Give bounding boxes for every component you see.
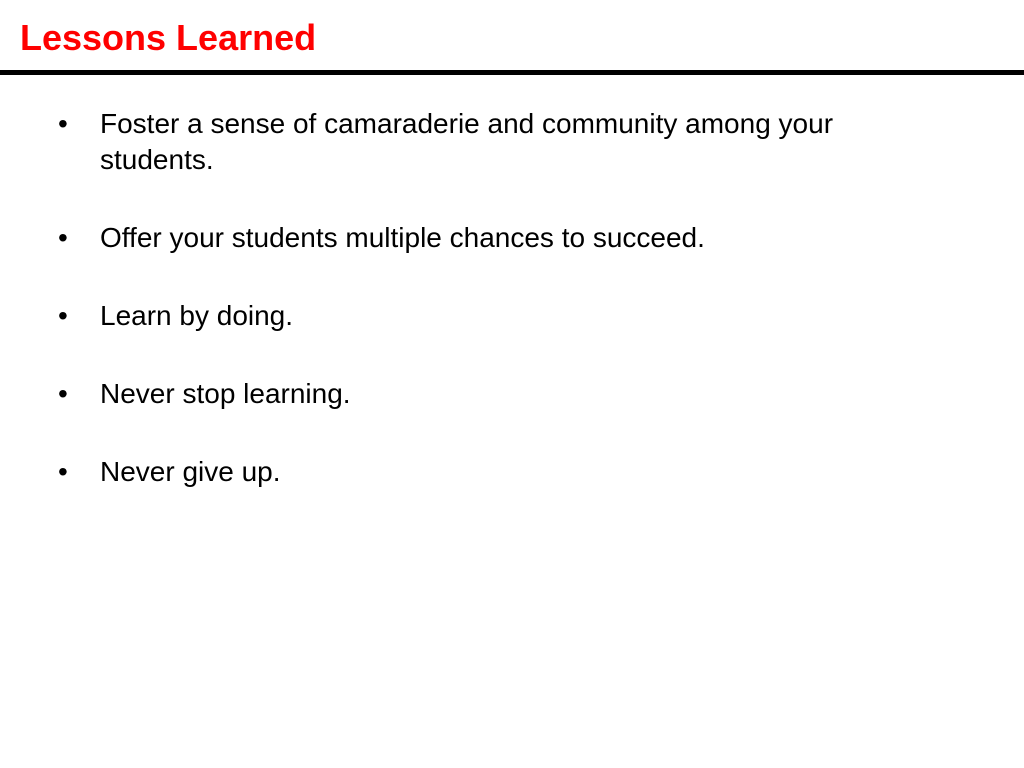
bullet-item: [0, 220, 1024, 256]
bullet-dot-icon: •: [58, 300, 68, 331]
bullet-item: [0, 298, 1024, 334]
bullet-text: Learn by doing.: [100, 300, 294, 331]
title-divider: [0, 70, 1024, 75]
bullet-item: [0, 454, 1024, 490]
bullet-text: Never stop learning.: [100, 378, 351, 409]
bullet-item: [0, 376, 1024, 412]
bullet-dot-icon: •: [58, 222, 68, 253]
bullet-dot-icon: •: [58, 378, 68, 409]
bullet-text: Offer your students multiple chances to succeed.: [100, 222, 705, 253]
bullet-dot-icon: •: [58, 456, 68, 487]
bullet-list: [0, 106, 1024, 532]
bullet-dot-icon: •: [58, 108, 68, 139]
bullet-text: Never give up.: [100, 456, 281, 487]
bullet-text: Foster a sense of camaraderie and community among your students.: [100, 108, 834, 175]
slide-title: Lessons Learned: [20, 17, 317, 58]
bullet-item: [0, 106, 1024, 178]
